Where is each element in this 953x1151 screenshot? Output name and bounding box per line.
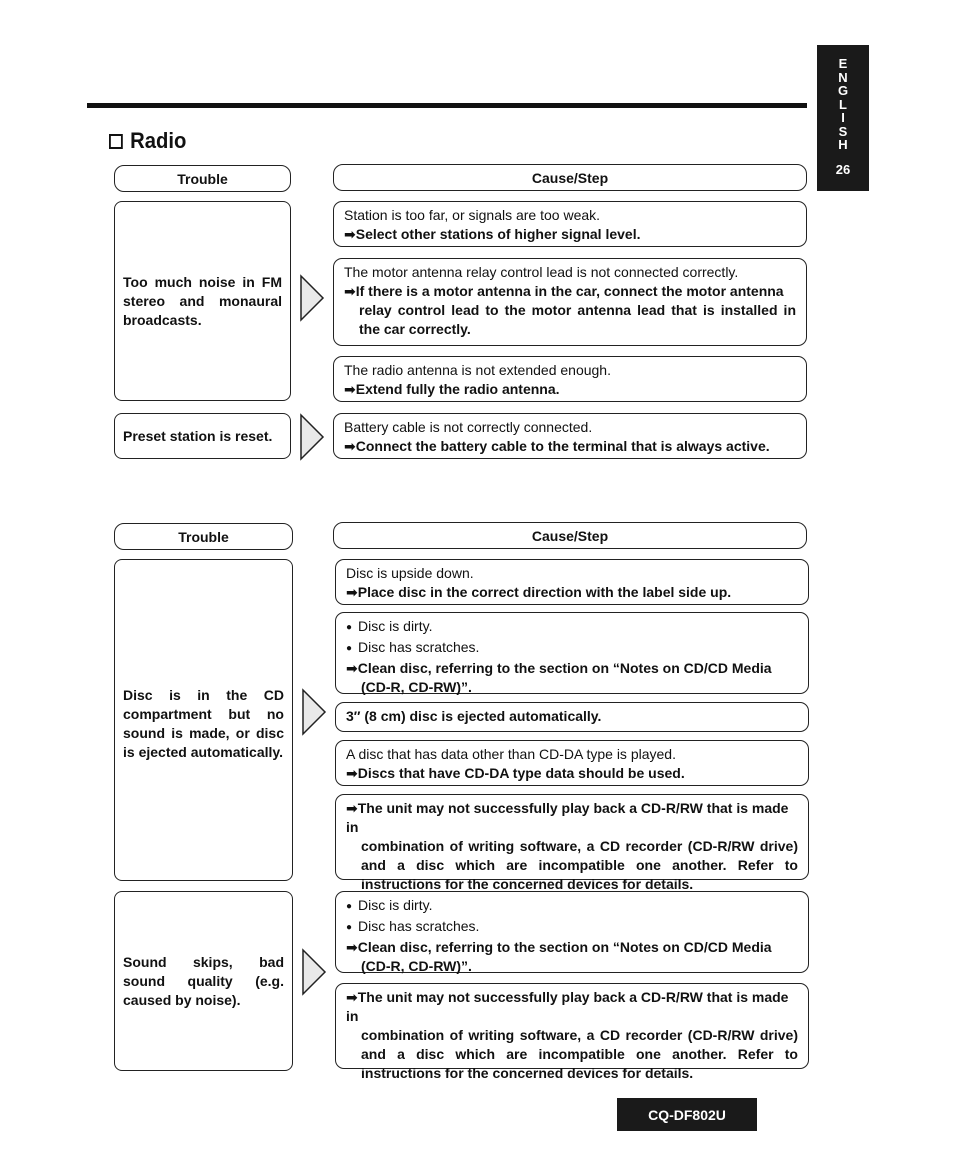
language-letter: E [838,56,848,71]
trouble-header: Trouble [114,523,293,550]
arrow-right-icon [301,688,327,736]
page-number: 26 [835,162,851,177]
step-text-continued: combination of writing software, a CD recorder (CD-R/RW drive) and a disc which are incompatible one another. Refer to instructions for the concerned devices for details. [361,1027,798,1081]
language-tab [817,45,869,191]
cause-text: Battery cable is not correctly connected. [344,419,593,435]
top-rule [87,103,807,108]
step-text: ➡Discs that have CD-DA type data should be used. [346,765,685,781]
language-letter: G [837,83,849,98]
cause-text: Disc is upside down. [346,565,474,581]
cause-header: Cause/Step [333,164,807,191]
cause-box [335,702,809,732]
trouble-text: Too much noise in FM stereo and monaural broadcasts. [123,273,282,328]
cause-box [335,740,809,786]
section-title [109,128,186,154]
step-text-continued: (CD-R, CD-RW)”. [361,958,472,974]
cause-box [335,612,809,694]
model-label: CQ-DF802U [617,1098,757,1131]
step-text-continued: (CD-R, CD-RW)”. [361,679,472,695]
step-text: ➡Connect the battery cable to the terminal that is always active. [344,438,770,454]
cause-box [333,201,807,247]
language-letter: S [838,123,848,139]
bullet-item: ● Disc has scratches. [346,917,798,938]
trouble-text: Disc is in the CD compartment but no sound is made, or disc is ejected automatically. [123,687,284,760]
cause-text: The radio antenna is not extended enough. [344,362,611,378]
language-letter: L [839,96,847,112]
trouble-box [114,201,291,401]
bullet-item: ● Disc is dirty. [346,896,798,917]
step-text: ➡Select other stations of higher signal level. [344,226,641,242]
trouble-box [114,891,293,1071]
step-text: ➡The unit may not successfully play back a CD-R/RW that is made in [346,989,789,1024]
step-text: ➡Clean disc, referring to the section on “Notes on CD/CD Media [346,939,772,955]
cause-text: The motor antenna relay control lead is not connected correctly. [344,264,739,280]
section-title-text: Radio [130,128,187,153]
arrow-right-icon [301,948,327,996]
arrow-right-icon [299,274,325,322]
trouble-header: Trouble [114,165,291,192]
step-text: ➡Extend fully the radio antenna. [344,381,560,397]
cause-box [335,559,809,605]
step-text: 3″ (8 cm) disc is ejected automatically. [346,708,602,724]
language-letters [817,57,869,152]
cause-text: Station is too far, or signals are too weak. [344,207,601,223]
language-letter: I [841,110,845,125]
step-text: ➡Clean disc, referring to the section on “Notes on CD/CD Media [346,660,772,676]
trouble-text: Sound skips, bad sound quality (e.g. caused by noise). [123,953,284,1008]
cause-header: Cause/Step [333,522,807,549]
bullet-item: ● Disc is dirty. [346,617,798,638]
language-letter: H [838,137,848,152]
cause-box [335,983,809,1081]
step-text-continued: relay control lead to the motor antenna lead that is installed in the car correctly. [359,302,796,337]
cause-text: A disc that has data other than CD-DA type is played. [346,746,676,762]
step-text: ➡The unit may not successfully play back a CD-R/RW that is made in [346,800,789,835]
step-text-continued: combination of writing software, a CD recorder (CD-R/RW drive) and a disc which are incompatible one another. Refer to instructions for the concerned devices for details. [361,838,798,892]
bullet-item: ● Disc has scratches. [346,638,798,659]
trouble-box [114,413,291,459]
cause-box [333,258,807,346]
language-letter: N [838,69,848,85]
trouble-text: Preset station is reset. [123,427,273,444]
cause-box [335,794,809,892]
step-text: ➡If there is a motor antenna in the car, connect the motor antenna [344,283,784,299]
step-text: ➡Place disc in the correct direction with the label side up. [346,584,732,600]
cause-box [335,891,809,973]
cause-box [333,356,807,402]
arrow-right-icon [299,413,325,461]
cause-box [333,413,807,459]
trouble-box [114,559,293,881]
checkbox-icon [109,134,123,149]
